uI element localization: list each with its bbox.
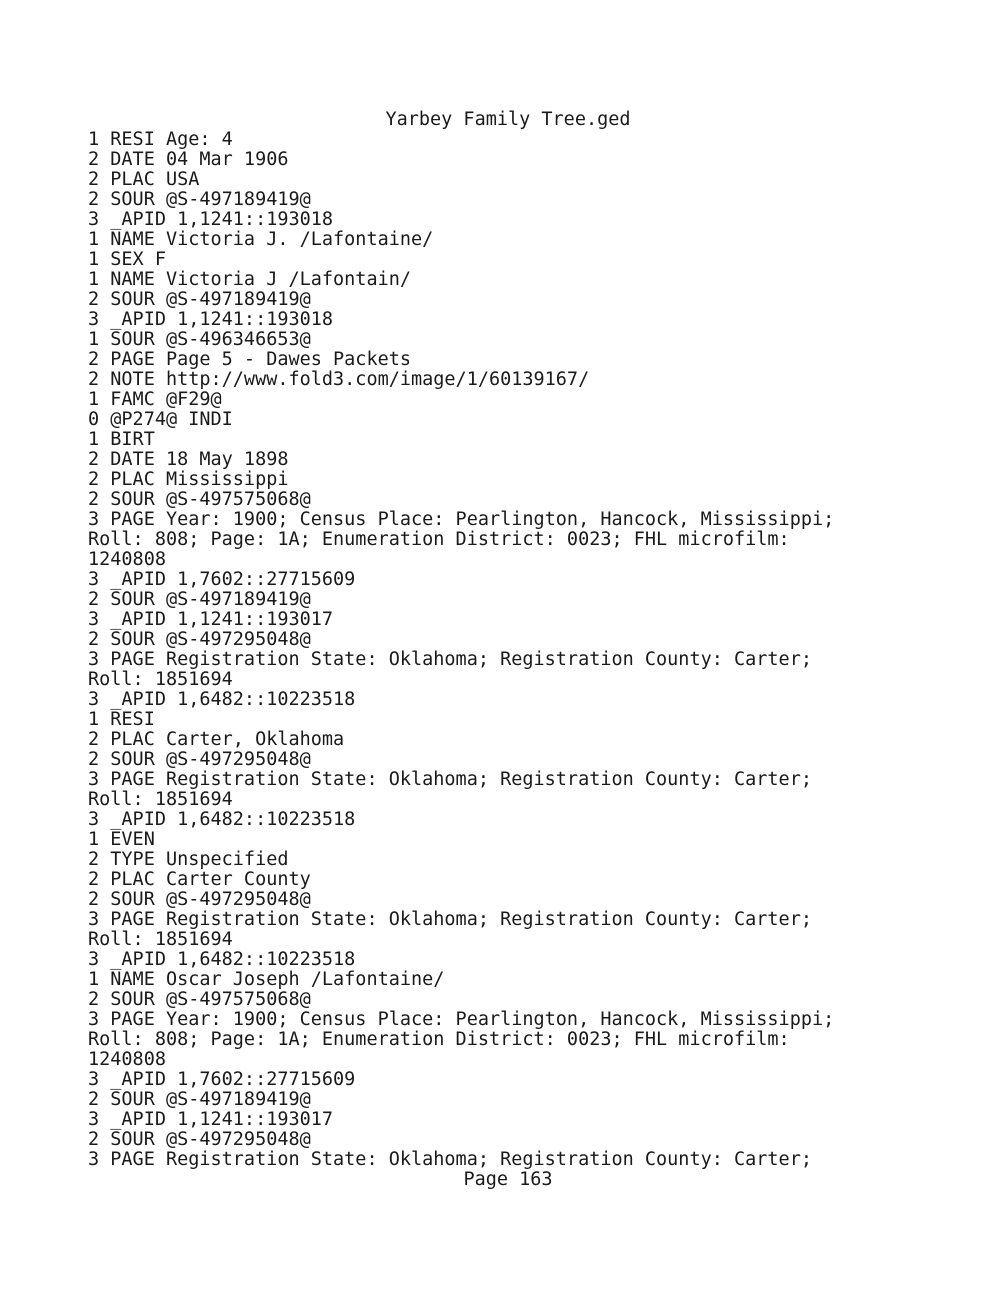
text-line: 3 _APID 1,6482::10223518 xyxy=(88,809,356,830)
text-line: Roll: 1851694 xyxy=(88,789,233,810)
text-line: 2 SOUR @S-497575068@ xyxy=(88,989,311,1010)
page-title: Yarbey Family Tree.ged xyxy=(385,109,631,130)
text-line: 0 @P274@ INDI xyxy=(88,409,233,430)
text-line: 3 PAGE Year: 1900; Census Place: Pearlington, Hancock, Mississippi; xyxy=(88,1009,835,1030)
text-line: 1240808 xyxy=(88,549,166,570)
text-line: 2 DATE 18 May 1898 xyxy=(88,449,289,470)
text-line: 1 NAME Victoria J /Lafontain/ xyxy=(88,269,412,290)
text-line: Roll: 1851694 xyxy=(88,929,233,950)
text-line: 3 _APID 1,7602::27715609 xyxy=(88,569,356,590)
text-line: 1 SEX F xyxy=(88,249,166,270)
text-line: 3 PAGE Registration State: Oklahoma; Registration County: Carter; xyxy=(88,1149,812,1170)
text-line: 2 SOUR @S-497189419@ xyxy=(88,589,311,610)
text-line: 2 SOUR @S-497189419@ xyxy=(88,289,311,310)
text-line: 2 SOUR @S-497189419@ xyxy=(88,189,311,210)
text-line: 2 PLAC USA xyxy=(88,169,200,190)
text-line: 2 PLAC Mississippi xyxy=(88,469,289,490)
text-line: 3 _APID 1,1241::193017 xyxy=(88,609,334,630)
text-line: 3 _APID 1,6482::10223518 xyxy=(88,689,356,710)
text-line: 3 _APID 1,1241::193018 xyxy=(88,209,334,230)
text-line: 2 NOTE http://www.fold3.com/image/1/60139167/ xyxy=(88,369,590,390)
text-line: 3 PAGE Registration State: Oklahoma; Registration County: Carter; xyxy=(88,769,812,790)
text-line: 3 _APID 1,6482::10223518 xyxy=(88,949,356,970)
text-line: 3 PAGE Registration State: Oklahoma; Registration County: Carter; xyxy=(88,909,812,930)
text-line: 3 PAGE Registration State: Oklahoma; Registration County: Carter; xyxy=(88,649,812,670)
gedcom-text-body xyxy=(88,130,968,1170)
text-line: 2 SOUR @S-497189419@ xyxy=(88,1089,311,1110)
text-line: Roll: 808; Page: 1A; Enumeration District: 0023; FHL microfilm: xyxy=(88,529,790,550)
text-line: 1240808 xyxy=(88,1049,166,1070)
text-line: 2 SOUR @S-497295048@ xyxy=(88,1129,311,1150)
text-line: 3 _APID 1,7602::27715609 xyxy=(88,1069,356,1090)
text-line: 1 BIRT xyxy=(88,429,155,450)
text-line: 3 _APID 1,1241::193017 xyxy=(88,1109,334,1130)
text-line: 1 RESI Age: 4 xyxy=(88,129,233,150)
text-line: 1 NAME Oscar Joseph /Lafontaine/ xyxy=(88,969,445,990)
text-line: Roll: 808; Page: 1A; Enumeration District: 0023; FHL microfilm: xyxy=(88,1029,790,1050)
text-line: 1 FAMC @F29@ xyxy=(88,389,222,410)
text-line: 2 PAGE Page 5 - Dawes Packets xyxy=(88,349,412,370)
text-line: 2 TYPE Unspecified xyxy=(88,849,289,870)
text-line: 3 _APID 1,1241::193018 xyxy=(88,309,334,330)
text-line: 2 DATE 04 Mar 1906 xyxy=(88,149,289,170)
text-line: 1 NAME Victoria J. /Lafontaine/ xyxy=(88,229,434,250)
text-line: 2 PLAC Carter, Oklahoma xyxy=(88,729,345,750)
text-line: 2 PLAC Carter County xyxy=(88,869,311,890)
page-number: Page 163 xyxy=(463,1169,553,1190)
text-line: 3 PAGE Year: 1900; Census Place: Pearlington, Hancock, Mississippi; xyxy=(88,509,835,530)
text-line: 2 SOUR @S-497295048@ xyxy=(88,629,311,650)
text-line: 1 EVEN xyxy=(88,829,155,850)
text-line: 2 SOUR @S-497295048@ xyxy=(88,749,311,770)
text-line: Roll: 1851694 xyxy=(88,669,233,690)
text-line: 2 SOUR @S-497575068@ xyxy=(88,489,311,510)
text-line: 2 SOUR @S-497295048@ xyxy=(88,889,311,910)
text-line: 1 RESI xyxy=(88,709,155,730)
text-line: 1 SOUR @S-496346653@ xyxy=(88,329,311,350)
